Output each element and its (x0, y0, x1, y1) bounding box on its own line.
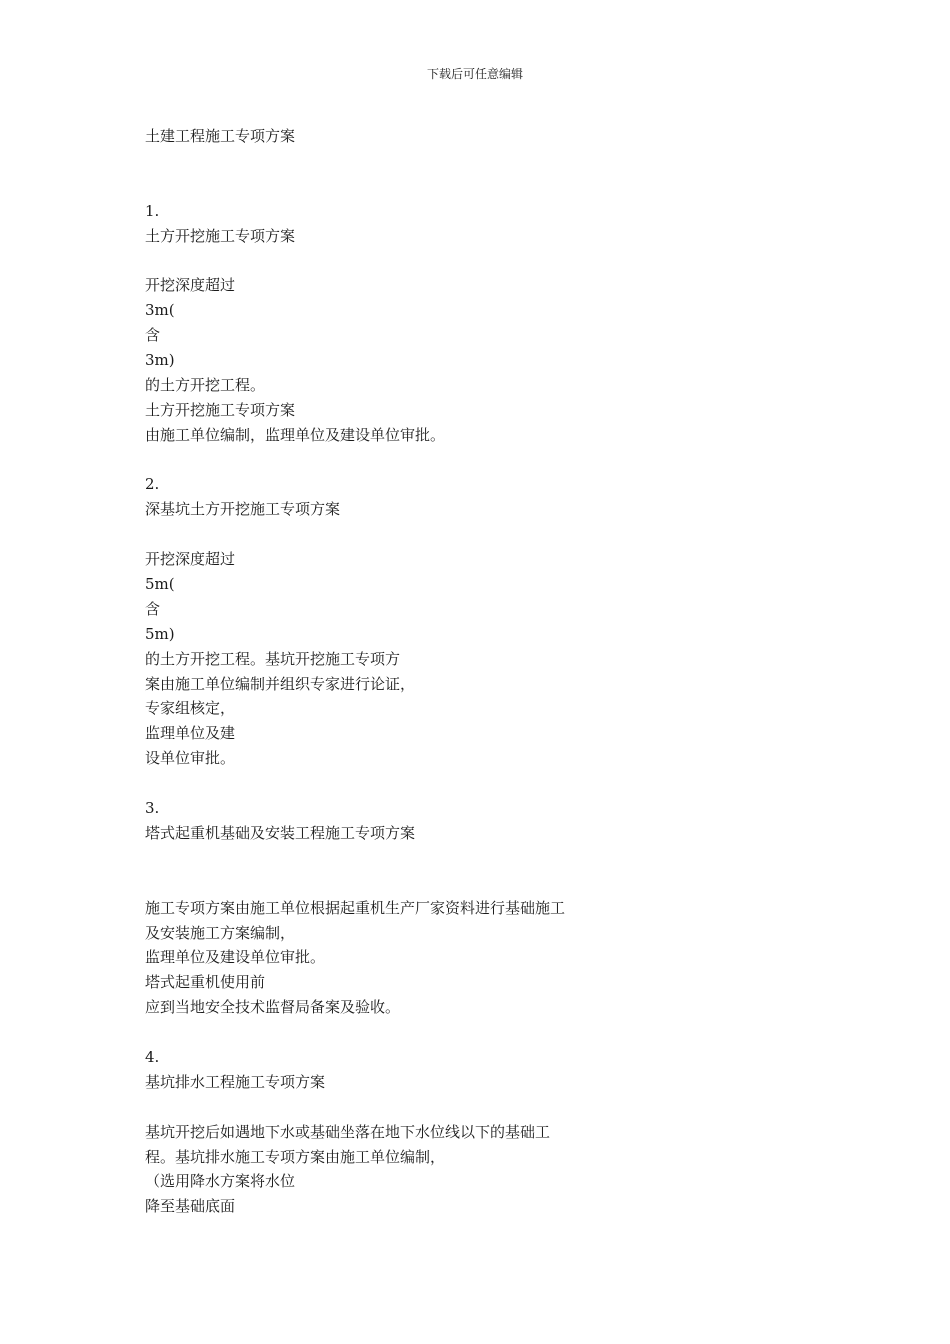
text-line: 的土方开挖工程。 (145, 375, 266, 394)
text-line: 含 (145, 326, 161, 345)
text-line: 降至基础底面 (145, 1197, 236, 1216)
text-line: 设单位审批。 (145, 749, 236, 768)
blank-line (145, 1020, 665, 1045)
text-line: 基坑开挖后如遇地下水或基础坐落在地下水位线以下的基础工 (145, 1122, 551, 1141)
text-line: 及安装施工方案编制， (145, 923, 296, 942)
blank-line (145, 871, 665, 896)
text-line: （选用降水方案将水位 (145, 1172, 296, 1191)
text-line: 由施工单位编制，监理单位及建设单位审批。 (145, 425, 446, 444)
text-line: 基坑排水工程施工专项方案 (145, 1072, 326, 1091)
section-number: 1. (145, 201, 160, 220)
text-line: 3m( (145, 301, 175, 320)
text-line: 塔式起重机基础及安装工程施工专项方案 (145, 823, 416, 842)
blank-line (145, 771, 665, 796)
text-line: 开挖深度超过 (145, 550, 236, 569)
blank-line (145, 522, 665, 547)
text-line: 深基坑土方开挖施工专项方案 (145, 500, 341, 519)
text-line: 应到当地安全技术监督局备案及验收。 (145, 998, 401, 1017)
text-line: 的土方开挖工程。基坑开挖施工专项方 (145, 649, 401, 668)
blank-line (145, 846, 665, 871)
text-line: 塔式起重机使用前 (145, 973, 266, 992)
blank-line (145, 149, 665, 174)
text-line: 案由施工单位编制并组织专家进行论证， (145, 674, 416, 693)
blank-line (145, 1095, 665, 1120)
blank-line (145, 248, 665, 273)
text-line: 含 (145, 599, 161, 618)
blank-line (145, 448, 665, 473)
text-line: 5m( (145, 575, 175, 594)
page-header: 下载后可任意编辑 (426, 67, 523, 81)
section-number: 4. (145, 1047, 160, 1066)
blank-line (145, 174, 665, 199)
text-line: 程。基坑排水施工专项方案由施工单位编制， (145, 1147, 446, 1166)
text-line: 监理单位及建设单位审批。 (145, 948, 326, 967)
text-line: 土方开挖施工专项方案 (145, 226, 296, 245)
section-number: 2. (145, 475, 160, 494)
text-line: 监理单位及建 (145, 724, 236, 743)
text-line: 5m) (145, 624, 175, 643)
text-line: 开挖深度超过 (145, 276, 236, 295)
text-line: 施工专项方案由施工单位根据起重机生产厂家资料进行基础施工 (145, 898, 566, 917)
text-line: 专家组核定， (145, 699, 236, 718)
section-number: 3. (145, 799, 160, 818)
document-title: 土建工程施工专项方案 (145, 127, 296, 145)
text-line: 3m) (145, 351, 175, 370)
text-line: 土方开挖施工专项方案 (145, 400, 296, 419)
document-body (145, 124, 665, 1219)
